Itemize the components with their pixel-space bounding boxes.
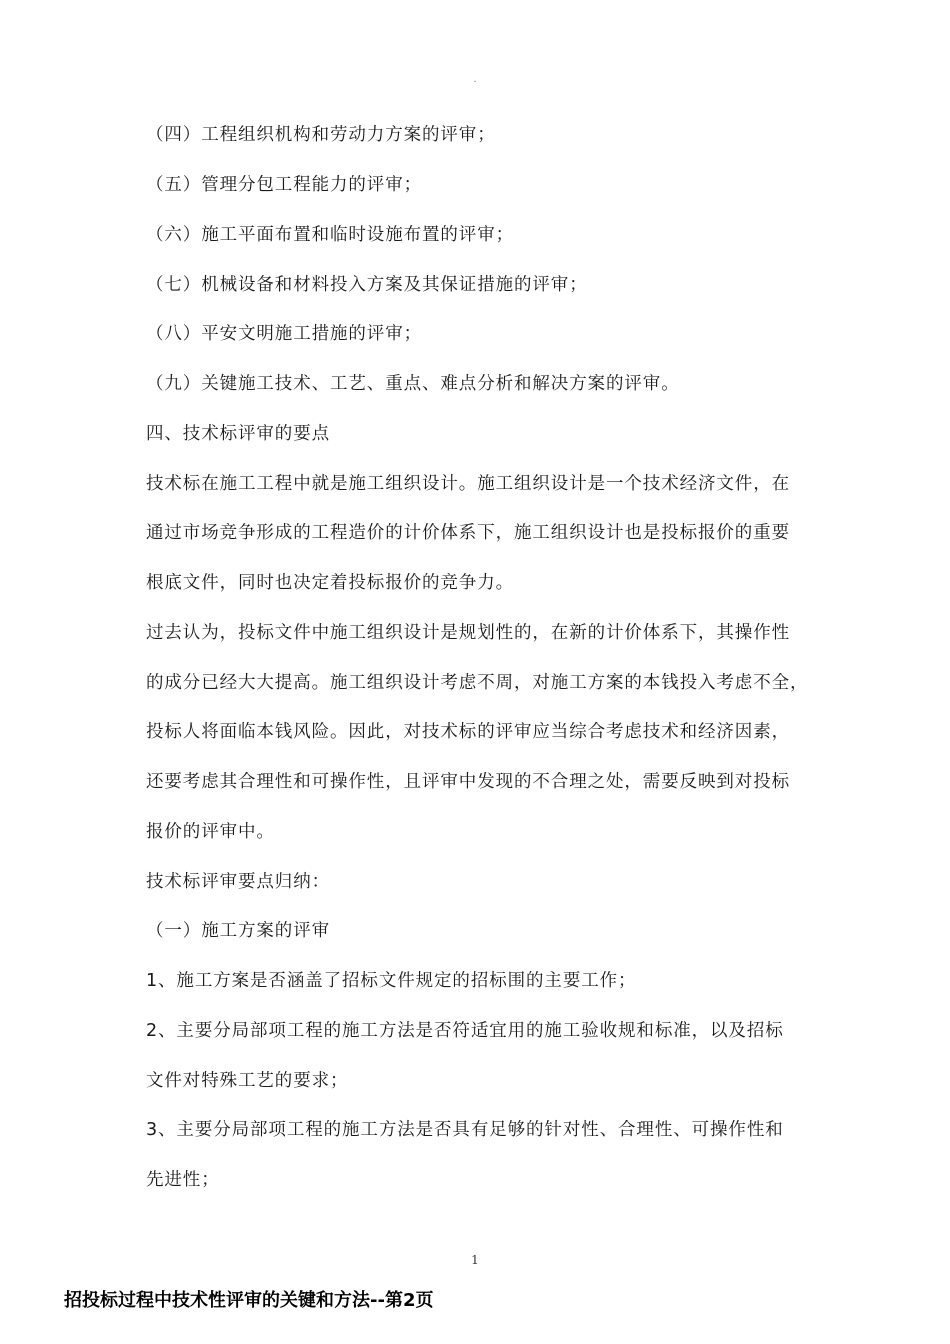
subsection-heading-one: （一）施工方案的评审 bbox=[146, 921, 330, 941]
paragraph-line: 投标人将面临本钱风险。因此，对技术标的评审应当综合考虑技术和经济因素， bbox=[146, 722, 790, 742]
list-item-five: （五）管理分包工程能力的评审； bbox=[146, 175, 422, 195]
list-item-six: （六）施工平面布置和临时设施布置的评审； bbox=[146, 225, 514, 245]
numbered-item-2-continued: 文件对特殊工艺的要求； bbox=[146, 1071, 349, 1091]
page-number: 1 bbox=[471, 1253, 479, 1267]
list-item-four: （四）工程组织机构和劳动力方案的评审； bbox=[146, 125, 496, 145]
list-item-seven: （七）机械设备和材料投入方案及其保证措施的评审； bbox=[146, 275, 588, 295]
list-item-eight: （八）平安文明施工措施的评审； bbox=[146, 324, 422, 344]
paragraph-line: 的成分已经大大提高。施工组织设计考虑不周，对施工方案的本钱投入考虑不全， bbox=[146, 673, 809, 693]
numbered-item-3: 3、主要分局部项工程的施工方法是否具有足够的针对性、合理性、可操作性和 bbox=[146, 1120, 784, 1140]
paragraph-line: 还要考虑其合理性和可操作性，且评审中发现的不合理之处，需要反映到对投标 bbox=[146, 772, 790, 792]
summary-heading: 技术标评审要点归纳： bbox=[146, 872, 330, 892]
paragraph-line: 通过市场竞争形成的工程造价的计价体系下，施工组织设计也是投标报价的重要 bbox=[146, 523, 790, 543]
numbered-item-3-continued: 先进性； bbox=[146, 1170, 220, 1190]
footer-title: 招投标过程中技术性评审的关键和方法--第2页 bbox=[64, 1290, 434, 1311]
section-heading-four: 四、技术标评审的要点 bbox=[146, 424, 330, 444]
paragraph-line: 技术标在施工工程中就是施工组织设计。施工组织设计是一个技术经济文件，在 bbox=[146, 474, 790, 494]
paragraph-line: 过去认为，投标文件中施工组织设计是规划性的，在新的计价体系下，其操作性 bbox=[146, 623, 790, 643]
numbered-item-1: 1、施工方案是否涵盖了招标文件规定的招标围的主要工作； bbox=[146, 971, 637, 991]
paragraph-line: 根底文件，同时也决定着投标报价的竞争力。 bbox=[146, 573, 514, 593]
list-item-nine: （九）关键施工技术、工艺、重点、难点分析和解决方案的评审。 bbox=[146, 374, 680, 394]
numbered-item-2: 2、主要分局部项工程的施工方法是否符适宜用的施工验收规和标准，以及招标 bbox=[146, 1021, 784, 1041]
paragraph-line: 报价的评审中。 bbox=[146, 822, 275, 842]
header-mark: . bbox=[473, 75, 477, 85]
